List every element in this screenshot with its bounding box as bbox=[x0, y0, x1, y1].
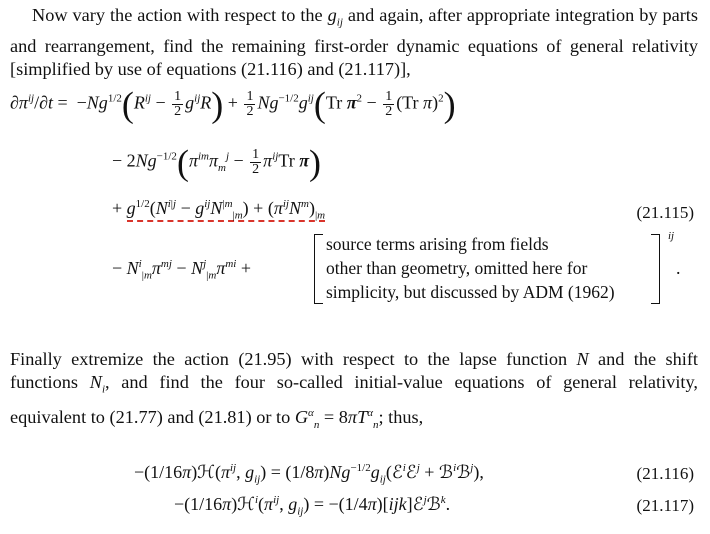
bracket-line-3: simplicity, but discussed by ADM (1962) bbox=[326, 282, 615, 302]
eq-116-number: (21.116) bbox=[636, 464, 694, 483]
closing-paragraph: Finally extremize the action (21.95) with respect to the lapse function N and the shift functions $N_i$, and find the four so-called initial-value equations of general relativity, equivalent to (21.77) and (21.81) or to $G^\alpha_n = 8\pi T^\alpha_n$; thus, bbox=[10, 349, 698, 431]
eq-115-line-3: + $g^{1/2}(N^{i|j} - g^{ij}N^{|m}_{|m}) + (\pi^{ij}N^m)_{|m}$ bbox=[112, 198, 326, 222]
bracket-period: . bbox=[676, 258, 681, 278]
bracket-line-1: source terms arising from fields bbox=[326, 234, 549, 254]
bracket-superscript: ij bbox=[668, 230, 675, 242]
eq-115-line-1: $\partial\pi^{ij}/\partial t = -Ng^{1/2}(R^{ij}$ − $\frac{1}{2}$ $g^{ij}R$) + $\frac{1}{2}$ $Ng^{-1/2}g^{ij}(Tr$ $\pi^2$ − $\frac{1}{2}$ (Tr π)$^2$) bbox=[10, 84, 456, 125]
eq-115-line-2: − $2Ng^{-1/2}(\pi^{im}\pi_m^j$ − $\frac{1}{2}$ $\pi^{ij}Tr$ π) bbox=[112, 142, 322, 183]
source-terms-bracket bbox=[314, 232, 660, 304]
eq-117-number: (21.117) bbox=[636, 496, 694, 515]
eq-117: $-(1/16\pi)ℋ^i(\pi^{ij}$, $g_{ij}$) = −(1/4π)[ijk]ℰ$^j$ℬ$^k$. bbox=[174, 494, 451, 518]
eq-115-line-4: − $N^i_{|m}\pi^{mj} - N^j_{|m}\pi^{mi}$ + bbox=[112, 258, 251, 282]
eq-116: $-(1/16\pi)ℋ(\pi^{ij}$, $g_{ij}$) = $(1/8\pi)Ng^{-1/2}g_{ij}(ℰ^iℰ^j$ + ℬ$^i$ℬ$^j$), bbox=[134, 462, 484, 486]
intro-paragraph: Now vary the action with respect to the $g_{ij}$ and again, after appropriate integration by parts and rearrangement, find the remaining first-order dynamic equations of general relativity [simplified by use of equations (21.116) and (21.117)], bbox=[10, 5, 699, 79]
eq-115-number: (21.115) bbox=[636, 203, 694, 222]
bracket-line-2: other than geometry, omitted here for bbox=[326, 258, 588, 278]
